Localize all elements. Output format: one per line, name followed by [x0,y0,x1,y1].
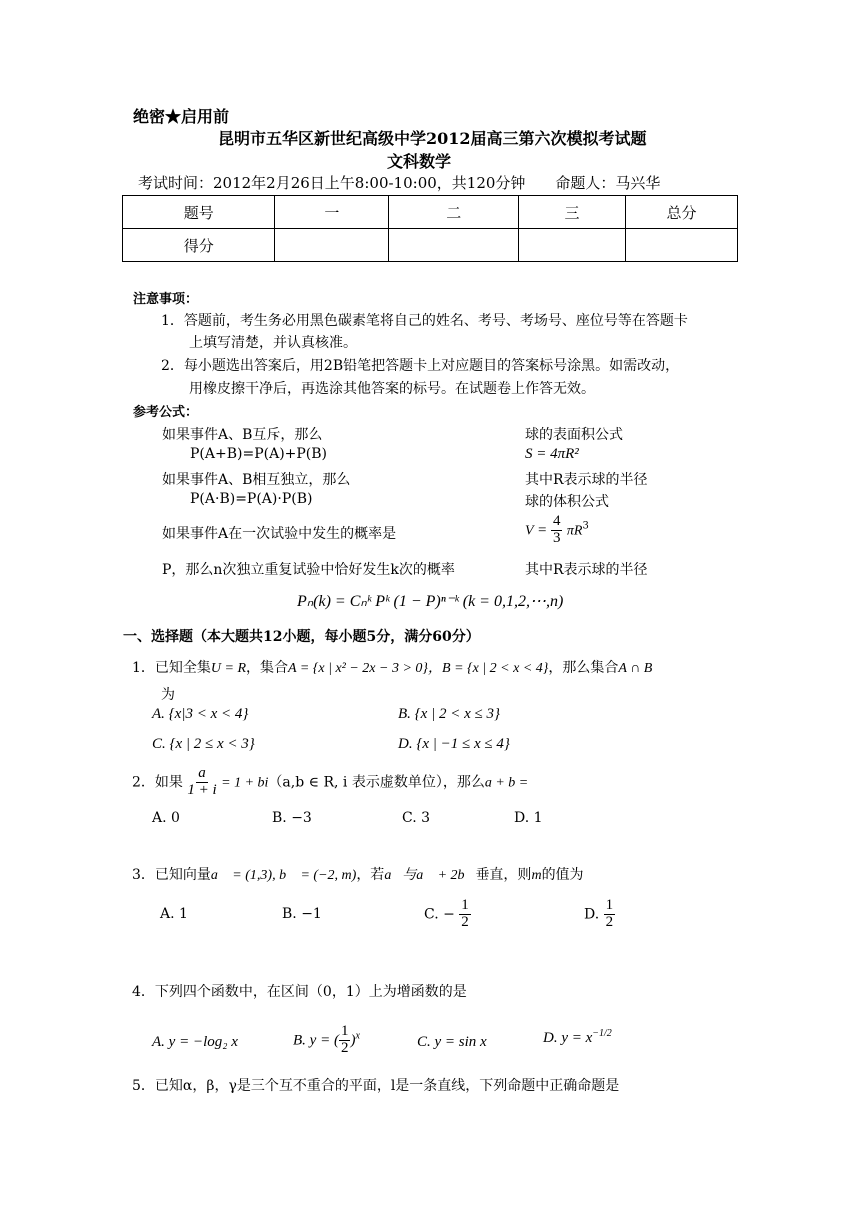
q2-math: = 1 + bi [221,775,269,791]
q1-math: ，B = {x | 2 < x < 4} [428,661,549,676]
q1-math: U = R [210,661,247,676]
header-cell: 总分 [626,196,738,229]
note-1-line-1: 1．答题前，考生务必用黑色碳素笔将自己的姓名、考号、考场号、座位号等在答题卡 [161,313,688,329]
q3-math: a⃗与a⃗ + 2b⃗ [384,868,476,883]
confidential-mark: 绝密★启用前 [133,107,230,126]
q2-option-d[interactable]: D. 1 [514,810,543,826]
formula-exclusive-label: 如果事件A、B互斥，那么 [162,427,323,443]
option-label: D. [584,906,600,923]
fraction-denominator: 2 [605,913,614,930]
exam-info: 考试时间：2012年2月26日上午8:00-10:00，共120分钟 命题人：马兴华 [138,174,661,192]
q3-option-c[interactable] [424,898,471,931]
q3-text: 垂直，则 [475,867,532,883]
q4-option-b[interactable] [293,1024,360,1057]
score-cell[interactable] [275,229,389,262]
fraction [459,898,471,931]
question-1-stem [132,657,652,677]
formula-independent-label: 如果事件A、B相互独立，那么 [162,472,351,488]
fraction-denominator: 2 [461,913,469,930]
q2-option-b[interactable]: B. −3 [272,810,312,826]
note-2-line-2: 用橡皮擦干净后，再选涂其他答案的标号。在试题卷上作答无效。 [189,381,595,397]
fraction-denominator: 2 [340,1039,349,1056]
header-cell: 二 [389,196,519,229]
note-1-line-2: 上填写清楚，并认真核准。 [189,335,357,351]
score-cell[interactable] [519,229,626,262]
notes-title: 注意事项： [133,292,199,307]
question-1-stem-cont: 为 [161,687,175,703]
option-expression: ) [350,1032,356,1049]
fraction-numerator: a [198,765,206,781]
option-label: C. − [424,906,455,923]
q1-option-c[interactable]: C. {x | 2 ≤ x < 3} [152,736,255,752]
q1-text: 1．已知全集 [132,660,211,676]
q1-math: A ∩ B [618,661,653,676]
fraction-numerator: 1 [605,897,614,913]
score-cell[interactable] [389,229,519,262]
q3-text: ，若 [356,867,385,883]
section-title: 一、选择题（本大题共12小题，每小题5分，满分60分） [123,629,480,645]
q4-option-a[interactable]: A. y = −log₂ x [152,1034,238,1050]
fraction: $\frac{4}{3}$ [552,513,561,546]
fraction-denominator: 1 + i [187,781,217,798]
sphere-volume-label: 球的体积公式 [525,494,609,510]
sphere-surface-eq: S = 4πR² [525,446,579,462]
exponent: −1/2 [592,1028,612,1039]
q3-option-b[interactable]: B. −1 [282,906,322,922]
sphere-surface-label: 球的表面积公式 [525,427,623,443]
fraction-numerator: 1 [461,897,469,913]
note-2-line-1: 2．每小题选出答案后，用2B铅笔把答题卡上对应题目的答案标号涂黑。如需改动， [161,358,680,374]
header-cell: 三 [519,196,626,229]
q3-math: a⃗ = (1,3), b⃗ = (−2, m) [210,868,357,883]
fraction [187,766,216,799]
header-cell: 一 [275,196,389,229]
exam-title: 昆明市五华区新世纪高级中学2012届高三第六次模拟考试题 [218,129,647,148]
fraction [339,1024,351,1057]
q2-text: （a,b ∈ R, i 表示虚数单位），那么 [268,774,485,791]
formulas-title: 参考公式： [133,405,199,420]
option-expression: D. y = x [543,1030,593,1046]
formula-repeated-trials-label: P，那么n次独立重复试验中恰好发生k次的概率 [162,562,455,578]
header-cell: 题号 [123,196,275,229]
option-expression: B. y = ( [293,1032,339,1049]
q1-option-b[interactable]: B. {x | 2 < x ≤ 3} [398,706,500,722]
formula-exclusive-eq: P(A+B)=P(A)+P(B) [190,446,328,462]
score-table-header-row [123,196,738,229]
q4-option-c[interactable]: C. y = sin x [417,1034,487,1050]
q2-option-a[interactable]: A. 0 [152,810,180,826]
q3-option-a[interactable]: A. 1 [160,906,188,922]
q1-text: ，那么集合 [548,660,619,676]
q3-option-d[interactable] [584,898,615,931]
q1-math: A = {x | x² − 2x − 3 > 0} [288,661,429,676]
q1-option-a[interactable]: A. {x|3 < x < 4} [152,706,249,722]
q3-text: 的值为 [541,867,584,883]
question-5-stem: 5．已知α，β，γ是三个互不重合的平面，l是一条直线，下列命题中正确命题是 [132,1078,620,1094]
q1-option-d[interactable]: D. {x | −1 ≤ x ≤ 4} [398,736,510,752]
q4-option-d[interactable] [543,1028,612,1047]
q3-text: 3．已知向量 [132,867,211,883]
formula-probability-label: 如果事件A在一次试验中发生的概率是 [162,526,397,542]
exponent: x [355,1030,360,1042]
score-cell[interactable] [626,229,738,262]
q2-math: a + b = [484,775,529,791]
subject-title: 文科数学 [387,152,452,171]
formula-independent-eq: P(A·B)=P(A)·P(B) [190,491,313,507]
sphere-volume-eq: V = $\frac{4}{3}$ $\pi R^3$ [525,513,589,546]
q2-text: 2．如果 [132,774,183,791]
question-3-stem [132,864,584,884]
sphere-radius-note-2: 其中R表示球的半径 [525,562,648,578]
question-4-stem: 4．下列四个函数中，在区间（0，1）上为增函数的是 [132,984,467,1000]
binomial-formula: Pₙ(k) = Cₙᵏ Pᵏ (1 − P)ⁿ⁻ᵏ (k = 0,1,2,⋯,n) [297,593,564,610]
fraction-numerator: 1 [340,1023,349,1039]
question-2-stem [132,766,528,799]
score-table [122,195,738,262]
score-table-score-row [123,229,738,262]
q2-option-c[interactable]: C. 3 [402,810,431,826]
sphere-radius-note-1: 其中R表示球的半径 [525,472,648,488]
q3-math: m [531,868,542,883]
q1-text: ，集合 [246,660,289,676]
row-label: 得分 [123,229,275,262]
fraction [604,898,616,931]
